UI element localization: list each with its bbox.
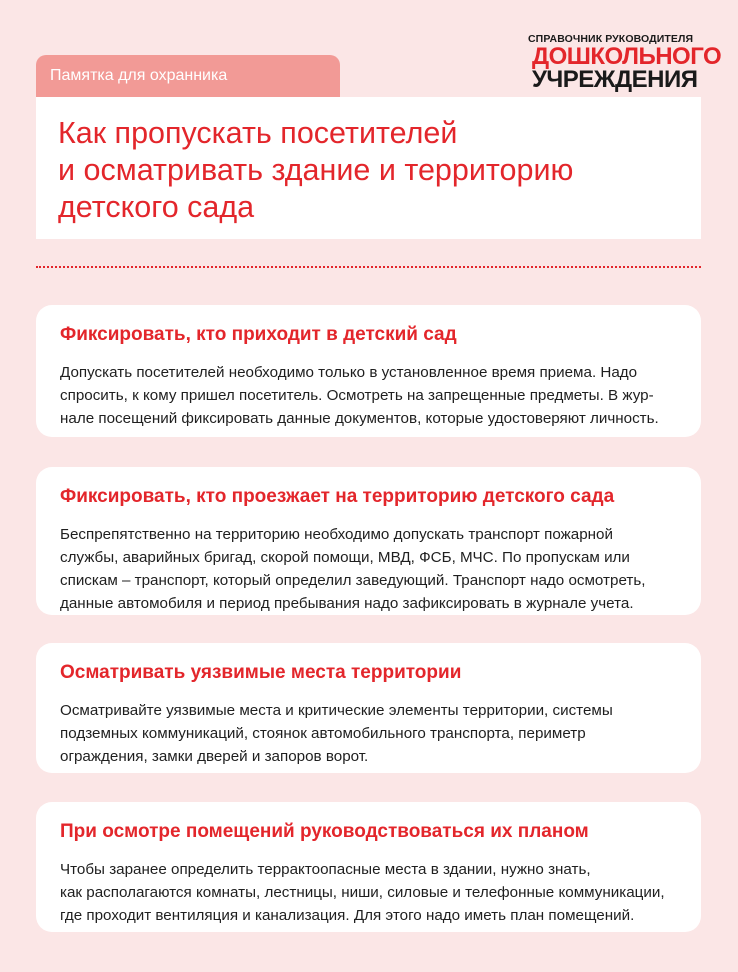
body-line: данные автомобиля и период пребывания надо зафиксировать в журнале учета. [60, 595, 634, 612]
section-body [60, 361, 677, 430]
logo-line-2: ДОШКОЛЬНОГО [532, 43, 722, 70]
body-line: спросить, к кому пришел посетитель. Осмотреть на запрещенные предметы. В жур- [60, 387, 654, 404]
section-heading: При осмотре помещений руководствоваться их планом [60, 821, 589, 842]
section-heading: Осматривать уязвимые места территории [60, 662, 462, 683]
section-heading: Фиксировать, кто приходит в детский сад [60, 324, 457, 345]
body-line: Беспрепятственно на территорию необходимо допускать транспорт пожарной [60, 526, 613, 543]
body-line: Допускать посетителей необходимо только в установленное время приема. Надо [60, 364, 638, 381]
title-line-2: и осматривать здание и территорию [58, 153, 574, 187]
title-box [36, 97, 701, 239]
body-line: Чтобы заранее определить террактоопасные места в здании, нужно знать, [60, 861, 591, 878]
section-card-vehicles [36, 467, 701, 615]
body-line: где проходит вентиляция и канализация. Для этого надо иметь план помещений. [60, 907, 635, 924]
body-line: службы, аварийных бригад, скорой помощи, МВД, ФСБ, МЧС. По пропускам или [60, 549, 630, 566]
body-line: ограждения, замки дверей и запоров ворот. [60, 748, 369, 765]
dotted-divider [36, 266, 701, 268]
section-heading: Фиксировать, кто проезжает на территорию детского сада [60, 486, 615, 507]
section-card-territory [36, 643, 701, 773]
title-line-3: детского сада [58, 190, 255, 224]
document-tag: Памятка для охранника [36, 55, 340, 97]
section-card-premises [36, 802, 701, 932]
logo-line-3: УЧРЕЖДЕНИЯ [532, 66, 698, 93]
body-line: подземных коммуникаций, стоянок автомобильного транспорта, периметр [60, 725, 586, 742]
body-line: нале посещений фиксировать данные документов, которые удостоверяют личность. [60, 410, 659, 427]
section-body [60, 523, 677, 615]
body-line: спискам – транспорт, который определил заведующий. Транспорт надо осмотреть, [60, 572, 646, 589]
section-body [60, 699, 677, 768]
page-title [58, 115, 679, 226]
logo-line-1: СПРАВОЧНИК РУКОВОДИТЕЛЯ [528, 33, 694, 45]
publication-logo [528, 33, 722, 93]
section-body [60, 858, 677, 927]
title-line-1: Как пропускать посетителей [58, 116, 458, 150]
body-line: Осматривайте уязвимые места и критические элементы территории, системы [60, 702, 613, 719]
body-line: как располагаются комнаты, лестницы, ниши, силовые и телефонные коммуникации, [60, 884, 665, 901]
section-card-visitors [36, 305, 701, 437]
